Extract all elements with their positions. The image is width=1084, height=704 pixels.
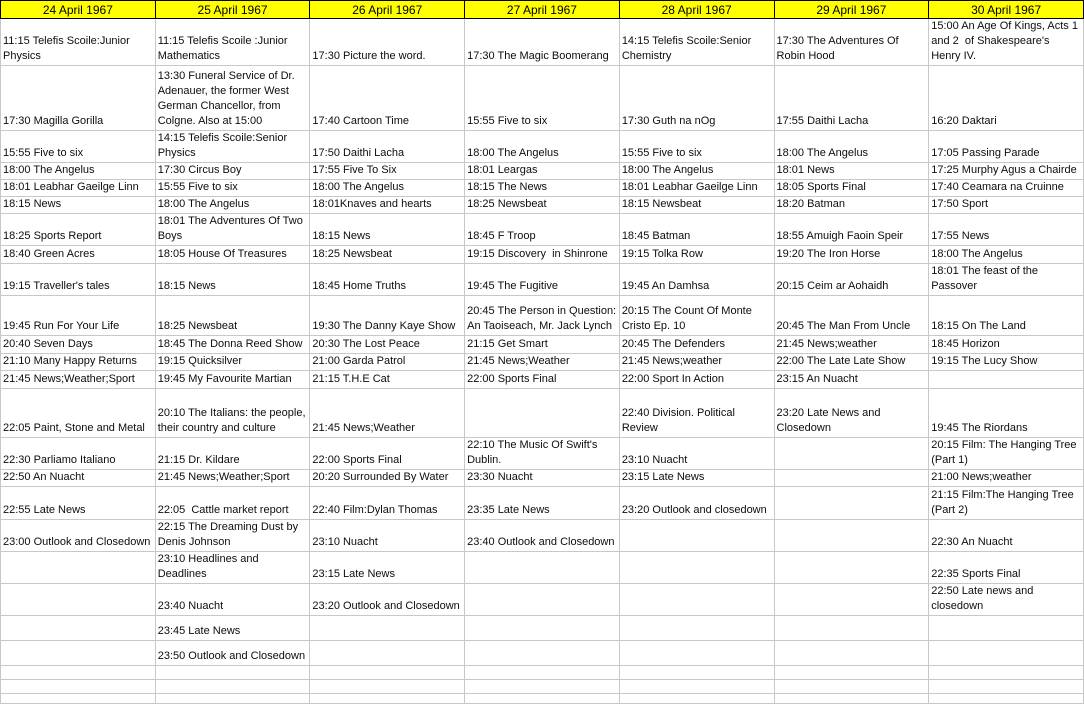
schedule-cell[interactable]	[1, 552, 156, 584]
schedule-row	[1, 641, 1084, 666]
schedule-cell[interactable]: 19:15 Discovery in Shinrone	[465, 246, 620, 264]
schedule-cell[interactable]: 20:20 Surrounded By Water	[310, 470, 465, 487]
schedule-cell[interactable]: 13:30 Funeral Service of Dr. Adenauer, the former West German Chancellor, from Colgne. Also at 15:00	[155, 66, 310, 131]
schedule-row	[1, 666, 1084, 680]
schedule-row	[1, 552, 1084, 584]
schedule-cell[interactable]: 18:20 Batman	[774, 197, 929, 214]
schedule-cell[interactable]	[774, 487, 929, 520]
schedule-cell[interactable]: 21:15 Dr. Kildare	[155, 438, 310, 470]
schedule-cell[interactable]: 19:45 An Damhsa	[619, 264, 774, 296]
schedule-cell[interactable]	[619, 584, 774, 616]
schedule-cell[interactable]	[310, 641, 465, 666]
schedule-cell[interactable]	[155, 666, 310, 680]
schedule-cell[interactable]: 18:05 Sports Final	[774, 180, 929, 197]
schedule-cell[interactable]: 22:50 Late news and closedown	[929, 584, 1084, 616]
schedule-cell[interactable]: 17:25 Murphy Agus a Chairde	[929, 163, 1084, 180]
schedule-cell[interactable]: 23:10 Nuacht	[619, 438, 774, 470]
schedule-cell[interactable]: 21:00 News;weather	[929, 470, 1084, 487]
schedule-cell[interactable]: 11:15 Telefis Scoile:Junior Physics	[1, 19, 156, 66]
schedule-cell[interactable]: 18:00 The Angelus	[774, 131, 929, 163]
schedule-cell[interactable]: 20:15 Film: The Hanging Tree (Part 1)	[929, 438, 1084, 470]
schedule-cell[interactable]: 23:35 Late News	[465, 487, 620, 520]
schedule-cell[interactable]	[619, 552, 774, 584]
schedule-cell[interactable]: 18:15 The News	[465, 180, 620, 197]
schedule-cell[interactable]: 21:45 News;Weather	[310, 389, 465, 438]
schedule-cell[interactable]: 21:15 Film:The Hanging Tree (Part 2)	[929, 487, 1084, 520]
schedule-cell[interactable]: 17:30 The Adventures Of Robin Hood	[774, 19, 929, 66]
schedule-row	[1, 616, 1084, 641]
schedule-cell[interactable]: 21:45 News;Weather;Sport	[1, 371, 156, 389]
schedule-cell[interactable]: 17:50 Sport	[929, 197, 1084, 214]
schedule-row	[1, 371, 1084, 389]
schedule-cell[interactable]: 18:45 F Troop	[465, 214, 620, 246]
schedule-cell[interactable]: 18:00 The Angelus	[619, 163, 774, 180]
schedule-cell[interactable]: 19:15 Traveller's tales	[1, 264, 156, 296]
schedule-row	[1, 438, 1084, 470]
schedule-cell[interactable]: 22:15 The Dreaming Dust by Denis Johnson	[155, 520, 310, 552]
schedule-row	[1, 163, 1084, 180]
schedule-cell[interactable]: 21:45 News;weather	[619, 354, 774, 371]
schedule-cell[interactable]	[619, 641, 774, 666]
schedule-cell[interactable]	[310, 680, 465, 694]
column-header[interactable]: 27 April 1967	[465, 1, 620, 19]
schedule-cell[interactable]: 16:20 Daktari	[929, 66, 1084, 131]
schedule-row	[1, 694, 1084, 704]
schedule-cell[interactable]: 18:40 Green Acres	[1, 246, 156, 264]
schedule-cell[interactable]	[774, 520, 929, 552]
schedule-cell[interactable]: 20:45 The Person in Question: An Taoiseach, Mr. Jack Lynch	[465, 296, 620, 336]
schedule-cell[interactable]: 17:30 Magilla Gorilla	[1, 66, 156, 131]
schedule-cell[interactable]: 18:45 The Donna Reed Show	[155, 336, 310, 354]
schedule-cell[interactable]: 21:15 Get Smart	[465, 336, 620, 354]
schedule-cell[interactable]	[1, 666, 156, 680]
schedule-cell[interactable]	[1, 694, 156, 704]
schedule-row	[1, 336, 1084, 354]
schedule-cell[interactable]: 20:45 The Defenders	[619, 336, 774, 354]
schedule-cell[interactable]: 18:45 Batman	[619, 214, 774, 246]
schedule-cell[interactable]	[774, 680, 929, 694]
schedule-cell[interactable]	[465, 584, 620, 616]
schedule-cell[interactable]: 18:15 News	[1, 197, 156, 214]
schedule-cell[interactable]	[155, 680, 310, 694]
column-header[interactable]: 25 April 1967	[155, 1, 310, 19]
schedule-cell[interactable]: 23:10 Nuacht	[310, 520, 465, 552]
schedule-cell[interactable]: 21:10 Many Happy Returns	[1, 354, 156, 371]
schedule-cell[interactable]: 18:01 Leabhar Gaeilge Linn	[619, 180, 774, 197]
schedule-row	[1, 470, 1084, 487]
schedule-cell[interactable]	[619, 616, 774, 641]
schedule-cell[interactable]: 21:15 T.H.E Cat	[310, 371, 465, 389]
schedule-cell[interactable]: 15:55 Five to six	[465, 66, 620, 131]
schedule-row	[1, 354, 1084, 371]
schedule-cell[interactable]: 17:30 Circus Boy	[155, 163, 310, 180]
schedule-cell[interactable]: 15:55 Five to six	[1, 131, 156, 163]
schedule-cell[interactable]: 22:50 An Nuacht	[1, 470, 156, 487]
schedule-cell[interactable]: 23:00 Outlook and Closedown	[1, 520, 156, 552]
schedule-cell[interactable]: 22:30 Parliamo Italiano	[1, 438, 156, 470]
schedule-cell[interactable]: 22:05 Cattle market report	[155, 487, 310, 520]
schedule-cell[interactable]	[929, 694, 1084, 704]
schedule-cell[interactable]: 23:10 Headlines and Deadlines	[155, 552, 310, 584]
schedule-cell[interactable]: 19:15 The Lucy Show	[929, 354, 1084, 371]
schedule-cell[interactable]: 18:55 Amuigh Faoin Speir	[774, 214, 929, 246]
schedule-row	[1, 19, 1084, 66]
schedule-cell[interactable]: 17:55 News	[929, 214, 1084, 246]
schedule-cell[interactable]: 23:20 Outlook and Closedown	[310, 584, 465, 616]
schedule-row	[1, 296, 1084, 336]
schedule-cell[interactable]: 20:10 The Italians: the people, their country and culture	[155, 389, 310, 438]
schedule-cell[interactable]: 21:45 News;weather	[774, 336, 929, 354]
schedule-cell[interactable]: 17:05 Passing Parade	[929, 131, 1084, 163]
schedule-cell[interactable]: 23:30 Nuacht	[465, 470, 620, 487]
schedule-cell[interactable]	[774, 694, 929, 704]
schedule-cell[interactable]: 18:05 House Of Treasures	[155, 246, 310, 264]
schedule-cell[interactable]: 17:55 Daithi Lacha	[774, 66, 929, 131]
schedule-cell[interactable]: 21:45 News;Weather	[465, 354, 620, 371]
schedule-cell[interactable]: 19:45 My Favourite Martian	[155, 371, 310, 389]
schedule-cell[interactable]: 17:50 Daithi Lacha	[310, 131, 465, 163]
column-header[interactable]: 28 April 1967	[619, 1, 774, 19]
schedule-row	[1, 389, 1084, 438]
schedule-cell[interactable]: 18:25 Newsbeat	[310, 246, 465, 264]
schedule-cell[interactable]: 17:55 Five To Six	[310, 163, 465, 180]
schedule-cell[interactable]: 18:01 News	[774, 163, 929, 180]
schedule-row	[1, 264, 1084, 296]
schedule-cell[interactable]: 18:15 On The Land	[929, 296, 1084, 336]
schedule-cell[interactable]: 22:40 Division. Political Review	[619, 389, 774, 438]
schedule-cell[interactable]: 21:00 Garda Patrol	[310, 354, 465, 371]
schedule-cell[interactable]: 19:30 The Danny Kaye Show	[310, 296, 465, 336]
schedule-cell[interactable]: 17:40 Cartoon Time	[310, 66, 465, 131]
schedule-cell[interactable]: 18:15 Newsbeat	[619, 197, 774, 214]
schedule-cell[interactable]: 23:40 Outlook and Closedown	[465, 520, 620, 552]
schedule-cell[interactable]	[465, 552, 620, 584]
schedule-cell[interactable]	[774, 641, 929, 666]
schedule-cell[interactable]	[774, 552, 929, 584]
schedule-cell[interactable]	[310, 666, 465, 680]
schedule-row	[1, 246, 1084, 264]
schedule-cell[interactable]	[465, 680, 620, 694]
schedule-cell[interactable]: 17:30 Picture the word.	[310, 19, 465, 66]
schedule-cell[interactable]: 23:20 Late News and Closedown	[774, 389, 929, 438]
schedule-row	[1, 180, 1084, 197]
schedule-cell[interactable]: 18:00 The Angelus	[155, 197, 310, 214]
header-row	[1, 1, 1084, 19]
schedule-cell[interactable]: 22:40 Film:Dylan Thomas	[310, 487, 465, 520]
schedule-cell[interactable]: 14:15 Telefis Scoile:Senior Chemistry	[619, 19, 774, 66]
schedule-cell[interactable]	[465, 694, 620, 704]
schedule-cell[interactable]: 22:00 Sports Final	[310, 438, 465, 470]
schedule-cell[interactable]: 22:05 Paint, Stone and Metal	[1, 389, 156, 438]
schedule-cell[interactable]	[465, 616, 620, 641]
schedule-cell[interactable]: 22:30 An Nuacht	[929, 520, 1084, 552]
schedule-cell[interactable]: 20:15 The Count Of Monte Cristo Ep. 10	[619, 296, 774, 336]
schedule-cell[interactable]: 22:00 Sport In Action	[619, 371, 774, 389]
schedule-cell[interactable]	[465, 641, 620, 666]
schedule-cell[interactable]: 19:45 The Fugitive	[465, 264, 620, 296]
schedule-cell[interactable]: 22:55 Late News	[1, 487, 156, 520]
schedule-cell[interactable]: 18:00 The Angelus	[465, 131, 620, 163]
schedule-cell[interactable]: 15:55 Five to six	[619, 131, 774, 163]
schedule-cell[interactable]	[619, 694, 774, 704]
schedule-cell[interactable]: 19:45 The Riordans	[929, 389, 1084, 438]
schedule-cell[interactable]: 18:01 The Adventures Of Two Boys	[155, 214, 310, 246]
schedule-cell[interactable]	[929, 371, 1084, 389]
schedule-cell[interactable]: 15:00 An Age Of Kings, Acts 1 and 2 of Shakespeare's Henry IV.	[929, 19, 1084, 66]
schedule-cell[interactable]: 18:01 Leargas	[465, 163, 620, 180]
schedule-cell[interactable]	[310, 694, 465, 704]
schedule-cell[interactable]: 18:45 Home Truths	[310, 264, 465, 296]
schedule-cell[interactable]: 18:01Knaves and hearts	[310, 197, 465, 214]
schedule-cell[interactable]: 20:15 Ceim ar Aohaidh	[774, 264, 929, 296]
schedule-cell[interactable]: 22:00 Sports Final	[465, 371, 620, 389]
schedule-cell[interactable]	[774, 470, 929, 487]
schedule-cell[interactable]: 18:00 The Angelus	[929, 246, 1084, 264]
column-header[interactable]: 30 April 1967	[929, 1, 1084, 19]
schedule-cell[interactable]: 23:15 Late News	[619, 470, 774, 487]
schedule-row	[1, 584, 1084, 616]
schedule-cell[interactable]: 20:30 The Lost Peace	[310, 336, 465, 354]
schedule-cell[interactable]: 11:15 Telefis Scoile :Junior Mathematics	[155, 19, 310, 66]
schedule-cell[interactable]	[929, 666, 1084, 680]
schedule-cell[interactable]	[1, 680, 156, 694]
schedule-row	[1, 197, 1084, 214]
schedule-cell[interactable]: 18:00 The Angelus	[310, 180, 465, 197]
schedule-cell[interactable]: 17:40 Ceamara na Cruinne	[929, 180, 1084, 197]
schedule-cell[interactable]: 18:15 News	[310, 214, 465, 246]
schedule-cell[interactable]: 18:45 Horizon	[929, 336, 1084, 354]
schedule-cell[interactable]	[774, 438, 929, 470]
schedule-cell[interactable]: 19:15 Quicksilver	[155, 354, 310, 371]
schedule-cell[interactable]	[155, 694, 310, 704]
schedule-cell[interactable]	[929, 641, 1084, 666]
schedule-cell[interactable]: 19:45 Run For Your Life	[1, 296, 156, 336]
schedule-cell[interactable]: 15:55 Five to six	[155, 180, 310, 197]
schedule-cell[interactable]: 23:20 Outlook and closedown	[619, 487, 774, 520]
schedule-cell[interactable]: 17:30 Guth na nOg	[619, 66, 774, 131]
schedule-cell[interactable]: 22:35 Sports Final	[929, 552, 1084, 584]
schedule-cell[interactable]	[1, 641, 156, 666]
schedule-cell[interactable]: 23:15 Late News	[310, 552, 465, 584]
schedule-cell[interactable]: 23:50 Outlook and Closedown	[155, 641, 310, 666]
schedule-row	[1, 131, 1084, 163]
schedule-cell[interactable]: 18:01 Leabhar Gaeilge Linn	[1, 180, 156, 197]
schedule-cell[interactable]: 14:15 Telefis Scoile:Senior Physics	[155, 131, 310, 163]
schedule-cell[interactable]	[929, 616, 1084, 641]
schedule-cell[interactable]: 18:25 Newsbeat	[465, 197, 620, 214]
schedule-cell[interactable]: 18:00 The Angelus	[1, 163, 156, 180]
schedule-cell[interactable]: 20:40 Seven Days	[1, 336, 156, 354]
schedule-cell[interactable]	[1, 616, 156, 641]
column-header[interactable]: 26 April 1967	[310, 1, 465, 19]
schedule-cell[interactable]	[465, 389, 620, 438]
schedule-row	[1, 520, 1084, 552]
schedule-cell[interactable]: 22:10 The Music Of Swift's Dublin.	[465, 438, 620, 470]
schedule-cell[interactable]: 22:00 The Late Late Show	[774, 354, 929, 371]
schedule-cell[interactable]	[465, 666, 620, 680]
schedule-cell[interactable]	[929, 680, 1084, 694]
schedule-cell[interactable]	[619, 520, 774, 552]
schedule-cell[interactable]	[774, 666, 929, 680]
schedule-cell[interactable]: 18:25 Newsbeat	[155, 296, 310, 336]
schedule-cell[interactable]	[619, 680, 774, 694]
schedule-row	[1, 214, 1084, 246]
schedule-cell[interactable]	[774, 616, 929, 641]
schedule-cell[interactable]: 23:45 Late News	[155, 616, 310, 641]
schedule-cell[interactable]	[310, 616, 465, 641]
column-header[interactable]: 29 April 1967	[774, 1, 929, 19]
schedule-cell[interactable]	[1, 584, 156, 616]
schedule-row	[1, 680, 1084, 694]
schedule-cell[interactable]: 19:20 The Iron Horse	[774, 246, 929, 264]
schedule-cell[interactable]: 18:15 News	[155, 264, 310, 296]
schedule-cell[interactable]: 23:40 Nuacht	[155, 584, 310, 616]
schedule-cell[interactable]: 19:15 Tolka Row	[619, 246, 774, 264]
column-header[interactable]: 24 April 1967	[1, 1, 156, 19]
schedule-row	[1, 66, 1084, 131]
schedule-cell[interactable]: 20:45 The Man From Uncle	[774, 296, 929, 336]
schedule-cell[interactable]	[774, 584, 929, 616]
schedule-row	[1, 487, 1084, 520]
schedule-cell[interactable]: 17:30 The Magic Boomerang	[465, 19, 620, 66]
schedule-cell[interactable]: 18:25 Sports Report	[1, 214, 156, 246]
schedule-cell[interactable]	[619, 666, 774, 680]
schedule-cell[interactable]: 18:01 The feast of the Passover	[929, 264, 1084, 296]
schedule-cell[interactable]: 23:15 An Nuacht	[774, 371, 929, 389]
schedule-cell[interactable]: 21:45 News;Weather;Sport	[155, 470, 310, 487]
